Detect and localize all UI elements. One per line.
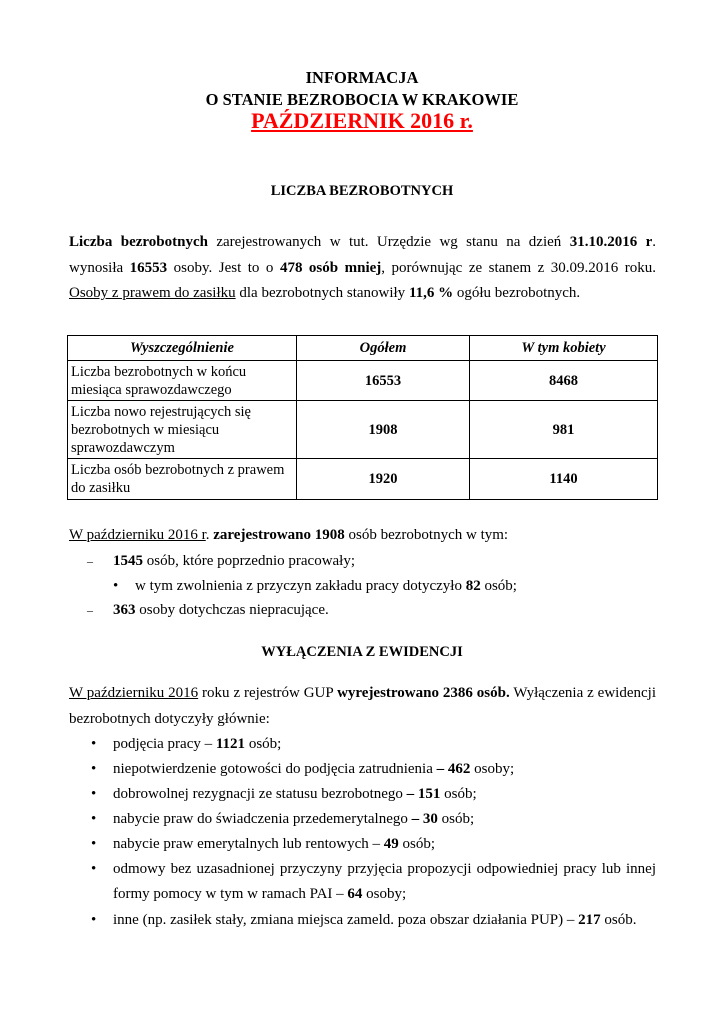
text-segment: 478 osób mniej [279,259,382,276]
deregistration-paragraph [69,681,656,732]
text-segment: osób; [437,811,475,827]
bullet-icon: • [91,811,97,827]
text-segment: 64 [347,886,363,902]
text-segment: osób; [398,836,435,852]
dash-bullet-icon: – [87,603,93,617]
column-header: Wyszczególnienie [68,336,297,361]
list-item-text [113,553,355,569]
list-item-text [113,836,435,852]
table-header-row [68,336,658,361]
text-segment: osób; [245,736,282,752]
text-segment: W październiku 2016 r [69,527,206,543]
list-item [91,908,656,933]
table-row [68,361,658,401]
text-segment: 217 [578,912,601,928]
text-segment: osób; [440,786,477,802]
list-item [113,574,517,599]
text-segment: W październiku 2016 [69,685,199,701]
text-segment: roku z rejestrów GUP [198,685,338,701]
text-segment: Liczba bezrobotnych [69,234,208,250]
text-segment: zarejestrowanych w tut. Urzędzie wg stanu na dzień [207,234,570,250]
text-segment: 49 [383,836,399,852]
text-segment: osób bezrobotnych w tym: [344,527,509,543]
text-segment: 82 [465,578,481,594]
dash-bullet-icon: – [87,554,93,568]
total-value: 1908 [297,401,470,459]
registered-paragraph [69,523,656,549]
total-value: 16553 [297,361,470,401]
bullet-icon: • [91,761,97,777]
text-segment: dla bezrobotnych stanowiły [235,285,409,301]
text-segment: osoby; [470,761,515,777]
table-row [68,459,658,500]
list-item-text [113,602,329,618]
list-item [91,857,656,907]
list-item [91,807,656,832]
list-item-text [135,578,517,594]
text-segment: podjęcia pracy – [113,736,216,752]
text-segment: – 30 [411,811,438,827]
text-segment: dobrowolnej rezygnacji ze statusu bezrobotnego [113,786,407,802]
row-label: Liczba nowo rejestrujących się bezrobotnych w miesiącu sprawozdawczym [68,401,297,459]
total-value: 1920 [297,459,470,500]
bullet-icon: • [113,578,119,594]
column-header: W tym kobiety [470,336,658,361]
text-segment: Osoby z prawem do zasiłku [69,285,236,301]
row-label: Liczba osób bezrobotnych z prawem do zasiłku [68,459,297,500]
text-segment: odmowy bez uzasadnionej przyczyny przyjęcia propozycji odpowiedniej pracy lub innej formy pomocy w tym w ramach PAI – [113,861,656,902]
text-segment: 363 [113,602,136,618]
list-item [87,598,329,623]
bullet-icon: • [91,861,97,877]
text-segment: wyrejestrowano 2386 osób. [337,685,510,701]
bullet-icon: • [91,836,97,852]
summary-paragraph [69,230,656,307]
statistics-table [67,335,658,500]
women-value: 8468 [470,361,658,401]
text-segment: . wynosiła [69,234,656,276]
text-segment: . [205,527,214,543]
bullet-icon: • [91,912,97,928]
bullet-icon: • [91,786,97,802]
column-header: Ogółem [297,336,470,361]
text-segment: 11,6 % [408,285,454,301]
text-segment: nabycie praw emerytalnych lub rentowych – [113,836,384,852]
row-label: Liczba bezrobotnych w końcu miesiąca sprawozdawczego [68,361,297,401]
list-item-text [113,736,281,752]
text-segment: 31.10.2016 r [569,234,653,250]
bullet-icon: • [91,736,97,752]
text-segment: Wyłączenia z ewidencji bezrobotnych dotyczyły głównie: [69,685,656,727]
text-segment: osoby. Jest to o [167,259,280,276]
text-segment: ogółu bezrobotnych. [453,285,581,301]
list-item-text [113,912,636,928]
text-segment: osób. [600,912,637,928]
text-segment: niepotwierdzenie gotowości do podjęcia zatrudnienia [113,761,437,777]
text-segment: nabycie praw do świadczenia przedemerytalnego [113,811,412,827]
list-item-text [113,786,477,802]
text-segment: osoby dotychczas niepracujące. [135,602,329,618]
list-item [87,549,356,574]
list-item-text [113,811,474,827]
report-period: PAŹDZIERNIK 2016 r. [251,108,473,133]
women-value: 981 [470,401,658,459]
list-item [91,757,656,782]
text-segment: osób; [480,578,517,594]
text-segment: inne (np. zasiłek stały, zmiana miejsca zameld. poza obszar działania PUP) – [113,912,579,928]
text-segment: – 462 [436,761,471,777]
text-segment: 1121 [215,736,246,752]
text-segment: osoby; [362,886,407,902]
text-segment: 16553 [129,259,168,276]
text-segment: osób, które poprzednio pracowały; [143,553,356,569]
document-subtitle: O STANIE BEZROBOCIA W KRAKOWIE [205,90,519,109]
women-value: 1140 [470,459,658,500]
list-item [91,732,656,757]
table-row [68,401,658,459]
section-heading-deregistrations: WYŁĄCZENIA Z EWIDENCJI [261,644,463,660]
list-item [91,832,656,857]
list-item-text [113,861,656,902]
text-segment: w tym zwolnienia z przyczyn zakładu pracy dotyczyło [135,578,466,594]
text-segment: , porównując ze stanem z 30.09.2016 roku. [381,259,656,276]
list-item [91,782,656,807]
text-segment: 1545 [113,553,143,569]
text-segment: – 151 [406,786,441,802]
text-segment: zarejestrowano 1908 [213,527,345,543]
section-heading-unemployed: LICZBA BEZROBOTNYCH [270,183,454,199]
document-title: INFORMACJA [305,68,419,87]
list-item-text [113,761,514,777]
